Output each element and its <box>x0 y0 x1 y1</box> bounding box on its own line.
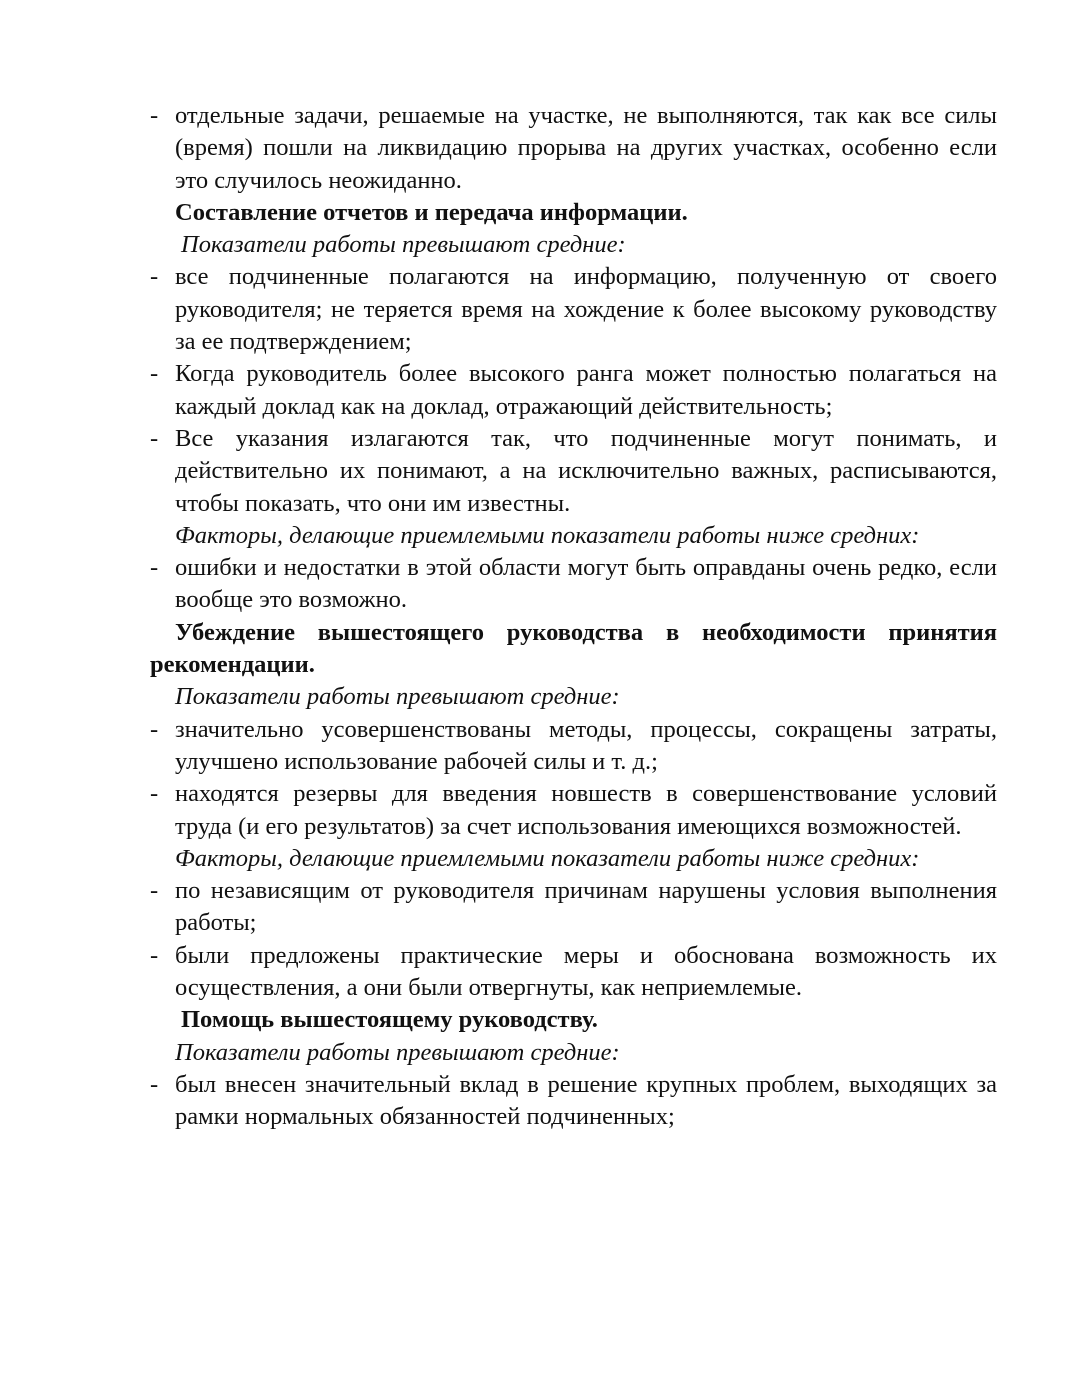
section-subheading: Показатели работы превышают средние: <box>181 231 626 259</box>
document-body <box>150 100 997 1134</box>
section-heading: Помощь вышестоящему руководству. <box>181 1006 598 1034</box>
list-item: - отдельные задачи, решаемые на участке, не выполняются, так как все силы (время) пошли на ликвидацию прорыва на других участках, особенно если это случилось неожиданно. <box>150 100 997 197</box>
list-item: - был внесен значительный вклад в решение крупных проблем, выходящих за рамки нормальных обязанностей подчиненных; <box>150 1069 997 1134</box>
section-subheading: Факторы, делающие приемлемыми показатели работы ниже средних: <box>175 521 920 549</box>
section-subheading: Факторы, делающие приемлемыми показатели работы ниже средних: <box>175 844 920 872</box>
list-item: - находятся резервы для введения новшеств в совершенствование условий труда (и его результатов) за счет использования имеющихся возможностей. <box>150 778 997 843</box>
section-subheading: Показатели работы превышают средние: <box>175 1038 620 1066</box>
list-item: - Когда руководитель более высокого ранга может полностью полагаться на каждый доклад как на доклад, отражающий действительность; <box>150 358 997 423</box>
list-item: - ошибки и недостатки в этой области могут быть оправданы очень редко, если вообще это возможно. <box>150 552 997 617</box>
section-heading: Убеждение вышестоящего руководства в необходимости принятия рекомендации. <box>150 618 997 679</box>
list-item: - все подчиненные полагаются на информацию, полученную от своего руководителя; не теряется время на хождение к более высокому руководству за ее подтверждением; <box>150 261 997 358</box>
section-subheading: Показатели работы превышают средние: <box>175 683 620 711</box>
list-item: - по независящим от руководителя причинам нарушены условия выполнения работы; <box>150 875 997 940</box>
list-item: - Все указания излагаются так, что подчиненные могут понимать, и действительно их понимают, а на исключительно важных, расписываются, чтобы показать, что они им известны. <box>150 423 997 520</box>
section-heading: Составление отчетов и передача информации. <box>175 198 688 226</box>
list-item: - были предложены практические меры и обоснована возможность их осуществления, а они были отвергнуты, как неприемлемые. <box>150 940 997 1005</box>
list-item: - значительно усовершенствованы методы, процессы, сокращены затраты, улучшено использование рабочей силы и т. д.; <box>150 714 997 779</box>
